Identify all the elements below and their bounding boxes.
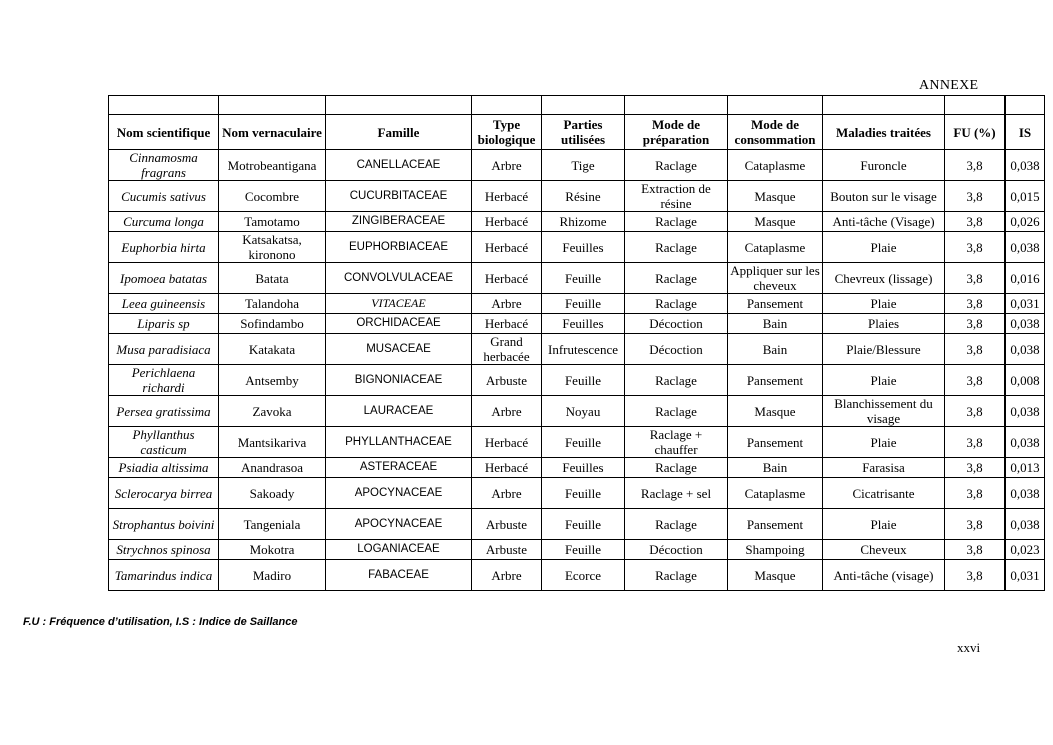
table-cell: Pansement (727, 365, 822, 396)
table-cell: 3,8 (944, 232, 1004, 263)
table-cell: Raclage (624, 396, 727, 427)
table-cell: Cinnamosma fragrans (108, 150, 218, 181)
table-cell: CUCURBITACEAE (325, 181, 471, 212)
table-cell: Chevreux (lissage) (822, 263, 944, 294)
table-cell: 3,8 (944, 181, 1004, 212)
table-cell: Plaie (822, 365, 944, 396)
table-cell: Arbuste (471, 509, 541, 540)
table-cell: 3,8 (944, 478, 1004, 509)
table-cell: LAURACEAE (325, 396, 471, 427)
table-cell: Plaie (822, 427, 944, 458)
table-row (108, 560, 1045, 591)
header-row (108, 114, 1045, 150)
table-cell: 3,8 (944, 294, 1004, 314)
table-cell: 3,8 (944, 314, 1004, 334)
table-cell: Pansement (727, 427, 822, 458)
table-cell: Furoncle (822, 150, 944, 181)
table-cell: Ipomoea batatas (108, 263, 218, 294)
table-cell: Raclage (624, 509, 727, 540)
table-row (108, 509, 1045, 540)
table-cell: EUPHORBIACEAE (325, 232, 471, 263)
table-cell: Cataplasme (727, 232, 822, 263)
page-number: xxvi (957, 640, 981, 655)
table-cell: 3,8 (944, 212, 1004, 232)
table-cell: FABACEAE (325, 560, 471, 591)
table-cell: 0,038 (1005, 150, 1045, 181)
table-cell: Strychnos spinosa (108, 540, 218, 560)
table-cell: Mokotra (218, 540, 325, 560)
table-cell: CANELLACEAE (325, 150, 471, 181)
table-cell: Masque (727, 212, 822, 232)
table-cell: Décoction (624, 314, 727, 334)
table-cell: APOCYNACEAE (325, 509, 471, 540)
table-cell: Herbacé (471, 232, 541, 263)
table-cell: Arbre (471, 396, 541, 427)
table-cell: Herbacé (471, 458, 541, 478)
table-cell: Feuille (541, 509, 624, 540)
table-cell: Raclage (624, 150, 727, 181)
table-cell: 0,038 (1005, 427, 1045, 458)
column-header: Nom vernaculaire (218, 114, 325, 150)
table-cell: Euphorbia hirta (108, 232, 218, 263)
table-cell: ASTERACEAE (325, 458, 471, 478)
table-cell: Rhizome (541, 212, 624, 232)
table-row (108, 427, 1045, 458)
table-cell: Raclage (624, 212, 727, 232)
table-row (108, 263, 1045, 294)
table-cell: Anandrasoa (218, 458, 325, 478)
table-cell: 3,8 (944, 560, 1004, 591)
table-cell: Antsemby (218, 365, 325, 396)
table-cell: Cataplasme (727, 150, 822, 181)
table-row (108, 314, 1045, 334)
table-cell: 0,038 (1005, 509, 1045, 540)
table-row (108, 181, 1045, 212)
table-cell: Cataplasme (727, 478, 822, 509)
table-cell: Musa paradisiaca (108, 334, 218, 365)
table-cell: Leea guineensis (108, 294, 218, 314)
blank-cell (108, 96, 218, 114)
table-cell: Feuille (541, 427, 624, 458)
table-cell: Tamarindus indica (108, 560, 218, 591)
blank-cell (822, 96, 944, 114)
table-cell: Katakata (218, 334, 325, 365)
table-cell: Arbre (471, 560, 541, 591)
table-cell: Feuille (541, 365, 624, 396)
table-cell: Infrutescence (541, 334, 624, 365)
blank-cell (541, 96, 624, 114)
blank-row (108, 96, 1045, 114)
table-cell: MUSACEAE (325, 334, 471, 365)
table-cell: Herbacé (471, 181, 541, 212)
table-cell: 3,8 (944, 365, 1004, 396)
table-cell: 0,038 (1005, 314, 1045, 334)
table-cell: Feuilles (541, 458, 624, 478)
table-cell: Phyllanthus casticum (108, 427, 218, 458)
table-row (108, 150, 1045, 181)
table-cell: Bain (727, 458, 822, 478)
table-cell: APOCYNACEAE (325, 478, 471, 509)
table-cell: Sclerocarya birrea (108, 478, 218, 509)
table-cell: Plaie (822, 232, 944, 263)
table-cell: Plaie (822, 509, 944, 540)
table-cell: Mantsikariva (218, 427, 325, 458)
table-cell: Herbacé (471, 212, 541, 232)
table-cell: Extraction de résine (624, 181, 727, 212)
table-cell: Bouton sur le visage (822, 181, 944, 212)
blank-cell (727, 96, 822, 114)
table-cell: Raclage (624, 294, 727, 314)
table-cell: Katsakatsa, kironono (218, 232, 325, 263)
table-cell: Tangeniala (218, 509, 325, 540)
table-cell: 0,013 (1005, 458, 1045, 478)
blank-cell (325, 96, 471, 114)
table-cell: Madiro (218, 560, 325, 591)
table-cell: Noyau (541, 396, 624, 427)
annex-title: ANNEXE (919, 78, 979, 93)
table-cell: BIGNONIACEAE (325, 365, 471, 396)
table-cell: VITACEAE (325, 294, 471, 314)
table-cell: Persea gratissima (108, 396, 218, 427)
table-cell: Raclage + sel (624, 478, 727, 509)
table-cell: Plaie/Blessure (822, 334, 944, 365)
table-cell: Décoction (624, 540, 727, 560)
table-cell: Sakoady (218, 478, 325, 509)
table-cell: Talandoha (218, 294, 325, 314)
table-cell: Herbacé (471, 427, 541, 458)
blank-cell (624, 96, 727, 114)
column-header: Parties utilisées (541, 114, 624, 150)
table-row (108, 396, 1045, 427)
table-cell: Bain (727, 314, 822, 334)
column-header: Maladies traitées (822, 114, 944, 150)
table-cell: 3,8 (944, 509, 1004, 540)
table-cell: 0,038 (1005, 334, 1045, 365)
table-cell: Herbacé (471, 314, 541, 334)
table-cell: Cicatrisante (822, 478, 944, 509)
table-cell: PHYLLANTHACEAE (325, 427, 471, 458)
table-cell: 3,8 (944, 334, 1004, 365)
table-cell: Plaie (822, 294, 944, 314)
column-header: Type biologique (471, 114, 541, 150)
table-cell: Perichlaena richardi (108, 365, 218, 396)
table-cell: Cucumis sativus (108, 181, 218, 212)
table-cell: Feuille (541, 478, 624, 509)
table-cell: LOGANIACEAE (325, 540, 471, 560)
footnote: F.U : Fréquence d’utilisation, I.S : Indice de Saillance (23, 616, 298, 628)
table-cell: Feuille (541, 263, 624, 294)
table-cell: Tamotamo (218, 212, 325, 232)
table-cell: Anti-tâche (Visage) (822, 212, 944, 232)
table-cell: Farasisa (822, 458, 944, 478)
table-cell: Pansement (727, 294, 822, 314)
column-header: Mode de consommation (727, 114, 822, 150)
table-cell: CONVOLVULACEAE (325, 263, 471, 294)
column-header: Nom scientifique (108, 114, 218, 150)
table-cell: 3,8 (944, 427, 1004, 458)
table-row (108, 540, 1045, 560)
table-cell: Ecorce (541, 560, 624, 591)
table-cell: Curcuma longa (108, 212, 218, 232)
table-cell: 0,015 (1005, 181, 1045, 212)
table-row (108, 294, 1045, 314)
table-cell: Masque (727, 181, 822, 212)
table-cell: 0,031 (1005, 560, 1045, 591)
table-cell: 0,026 (1005, 212, 1045, 232)
table-cell: 0,031 (1005, 294, 1045, 314)
table-cell: Arbre (471, 150, 541, 181)
table-cell: Arbuste (471, 540, 541, 560)
table-row (108, 365, 1045, 396)
blank-cell (218, 96, 325, 114)
table-cell: Cocombre (218, 181, 325, 212)
table-cell: Strophantus boivini (108, 509, 218, 540)
table-cell: 0,038 (1005, 396, 1045, 427)
table-cell: Blanchissement du visage (822, 396, 944, 427)
table-cell: Raclage (624, 365, 727, 396)
column-header: Famille (325, 114, 471, 150)
table-cell: Feuille (541, 294, 624, 314)
table-cell: Motrobeantigana (218, 150, 325, 181)
table-cell: Feuilles (541, 314, 624, 334)
blank-cell (471, 96, 541, 114)
table-cell: Anti-tâche (visage) (822, 560, 944, 591)
blank-cell (944, 96, 1004, 114)
table-cell: Raclage (624, 232, 727, 263)
table-cell: Bain (727, 334, 822, 365)
table-cell: Shampoing (727, 540, 822, 560)
table-cell: Appliquer sur les cheveux (727, 263, 822, 294)
table-cell: Sofindambo (218, 314, 325, 334)
column-header: FU (%) (944, 114, 1004, 150)
table-cell: 0,016 (1005, 263, 1045, 294)
table-cell: Cheveux (822, 540, 944, 560)
table-cell: 0,038 (1005, 478, 1045, 509)
table-cell: 3,8 (944, 458, 1004, 478)
table-row (108, 478, 1045, 509)
column-header: IS (1005, 114, 1045, 150)
table-cell: Pansement (727, 509, 822, 540)
plant-table (108, 96, 1045, 591)
table-row (108, 458, 1045, 478)
table-cell: Masque (727, 560, 822, 591)
table-cell: Masque (727, 396, 822, 427)
table-cell: Arbuste (471, 365, 541, 396)
column-header: Mode de préparation (624, 114, 727, 150)
table-cell: 3,8 (944, 150, 1004, 181)
table-cell: Psiadia altissima (108, 458, 218, 478)
table-row (108, 212, 1045, 232)
table-cell: Feuilles (541, 232, 624, 263)
table-cell: Arbre (471, 294, 541, 314)
table-cell: Décoction (624, 334, 727, 365)
table-cell: Batata (218, 263, 325, 294)
table-cell: 3,8 (944, 540, 1004, 560)
table-cell: 0,023 (1005, 540, 1045, 560)
table-cell: 0,038 (1005, 232, 1045, 263)
table-cell: 3,8 (944, 396, 1004, 427)
table-cell: Tige (541, 150, 624, 181)
table-cell: Plaies (822, 314, 944, 334)
table-cell: Raclage (624, 458, 727, 478)
table-cell: ZINGIBERACEAE (325, 212, 471, 232)
table-cell: Raclage (624, 263, 727, 294)
table-cell: 3,8 (944, 263, 1004, 294)
table-cell: Feuille (541, 540, 624, 560)
table-cell: Arbre (471, 478, 541, 509)
table-cell: 0,008 (1005, 365, 1045, 396)
table-cell: Résine (541, 181, 624, 212)
table-cell: Raclage (624, 560, 727, 591)
table-row (108, 232, 1045, 263)
table-cell: Zavoka (218, 396, 325, 427)
table-row (108, 334, 1045, 365)
table-cell: Herbacé (471, 263, 541, 294)
table-cell: ORCHIDACEAE (325, 314, 471, 334)
blank-cell (1005, 96, 1045, 114)
table-cell: Raclage + chauffer (624, 427, 727, 458)
table-cell: Grand herbacée (471, 334, 541, 365)
table-cell: Liparis sp (108, 314, 218, 334)
